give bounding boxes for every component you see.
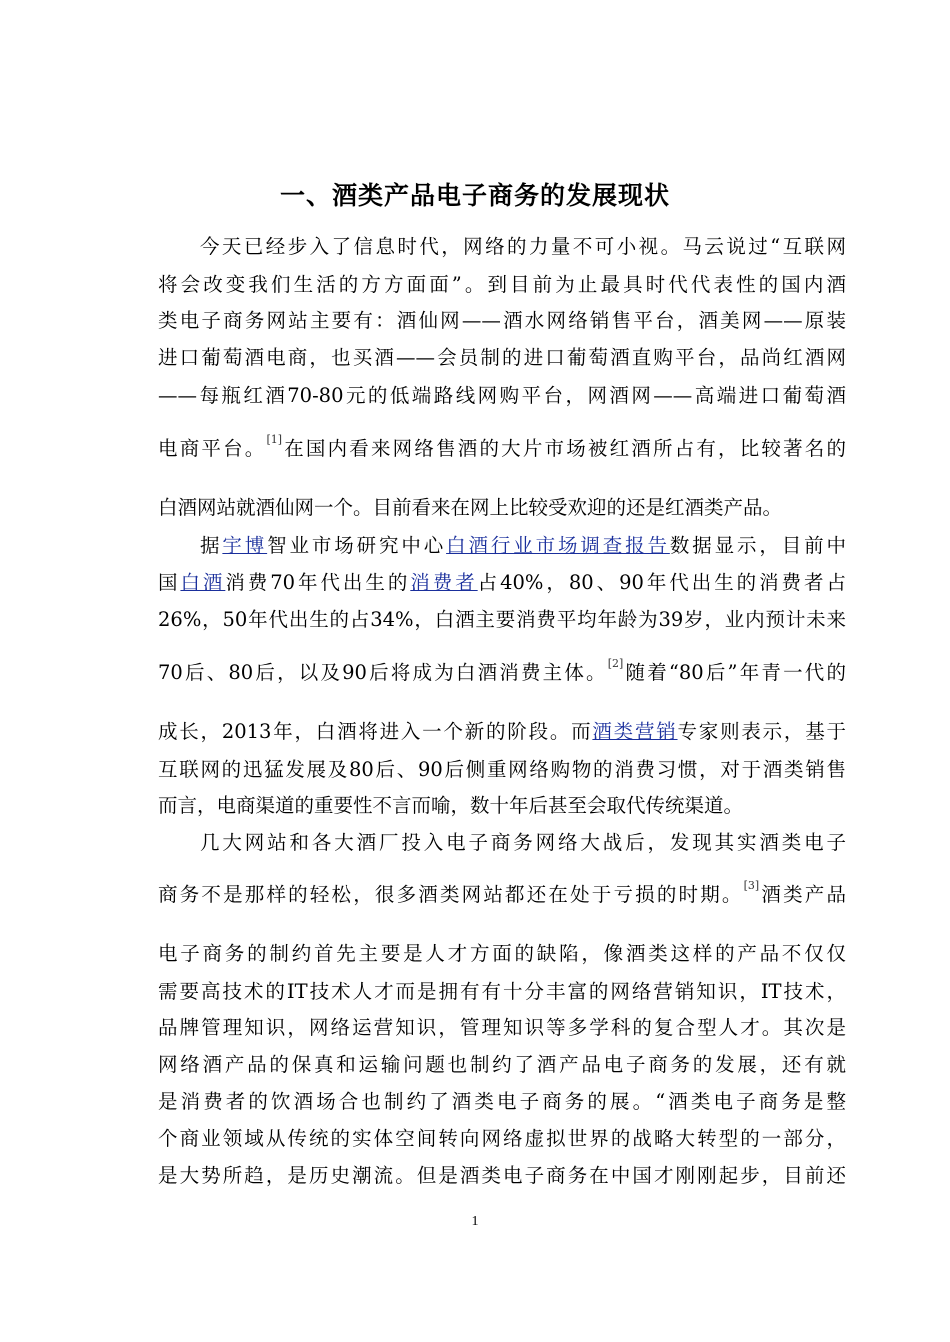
text-run: 占40%，80、90年代出生的消费者占 xyxy=(477,571,846,594)
paragraph-line: 类电子商务网站主要有：酒仙网——酒水网络销售平台，酒美网——原装 xyxy=(158,309,846,332)
text-run: 电商平台。 xyxy=(158,437,267,460)
paragraph-line: 是大势所趋，是历史潮流。但是酒类电子商务在中国才刚刚起步，目前还 xyxy=(158,1164,846,1187)
link-yubo[interactable]: 宇博 xyxy=(222,534,268,557)
citation-marker[interactable]: [1] xyxy=(266,433,283,446)
paragraph-line: 是消费者的饮酒场合也制约了酒类电子商务的展。“酒类电子商务是整 xyxy=(158,1090,846,1113)
text-run: 随着“80后”年青一代的 xyxy=(623,661,846,684)
paragraph-line: 进口葡萄酒电商，也买酒——会员制的进口葡萄酒直购平台，品尚红酒网 xyxy=(158,346,846,369)
paragraph-line: 而言，电商渠道的重要性不言而喻，数十年后甚至会取代传统渠道。 xyxy=(158,794,744,817)
section-title: 一、酒类产品电子商务的发展现状 xyxy=(279,181,670,210)
link-liquor-marketing[interactable]: 酒类营销 xyxy=(592,720,678,743)
link-consumer[interactable]: 消费者 xyxy=(410,571,478,594)
paragraph-line: 几大网站和各大酒厂投入电子商务网络大战后，发现其实酒类电子 xyxy=(200,831,846,854)
text-run: 智业市场研究中心 xyxy=(267,534,447,557)
page-number: 1 xyxy=(471,1214,479,1229)
paragraph-line xyxy=(158,569,846,597)
paragraph-line: 将会改变我们生活的方方面面”。到目前为止最具时代代表性的国内酒 xyxy=(158,273,846,296)
text-run: 国 xyxy=(158,571,181,594)
paragraph-line: 白酒网站就酒仙网一个。目前看来在网上比较受欢迎的还是红酒类产品。 xyxy=(158,496,783,519)
paragraph-line: 今天已经步入了信息时代，网络的力量不可小视。马云说过“互联网 xyxy=(200,235,846,258)
citation-marker[interactable]: [2] xyxy=(607,657,624,670)
paragraph-line xyxy=(158,881,846,909)
text-run: 商务不是那样的轻松，很多酒类网站都还在处于亏损的时期。 xyxy=(158,883,744,906)
paragraph-line: 需要高技术的IT技术人才而是拥有有十分丰富的网络营销知识，IT技术， xyxy=(158,980,846,1003)
text-run: 酒类产品 xyxy=(759,883,846,906)
text-run: 数据显示，目前中 xyxy=(669,534,846,557)
text-run: 成长，2013年，白酒将进入一个新的阶段。而 xyxy=(158,720,593,743)
text-run: 在国内看来网络售酒的大片市场被红酒所占有，比较著名的 xyxy=(282,437,846,460)
paragraph-line xyxy=(158,659,846,687)
text-run: 据 xyxy=(200,534,223,557)
paragraph-line: 26%，50年代出生的占34%，白酒主要消费平均年龄为39岁，业内预计未来 xyxy=(158,608,846,631)
citation-marker[interactable]: [3] xyxy=(743,879,760,892)
link-baijiu-report[interactable]: 白酒行业市场调查报告 xyxy=(446,534,670,557)
paragraph-line: 个商业领域从传统的实体空间转向网络虚拟世界的战略大转型的一部分， xyxy=(158,1127,846,1150)
text-run: 消费70年代出生的 xyxy=(225,571,411,594)
text-run: 专家则表示，基于 xyxy=(677,720,846,743)
link-baijiu[interactable]: 白酒 xyxy=(180,571,226,594)
paragraph-line: 互联网的迅猛发展及80后、90后侧重网络购物的消费习惯，对于酒类销售 xyxy=(158,758,846,781)
paragraph-line: 品牌管理知识，网络运营知识，管理知识等多学科的复合型人才。其次是 xyxy=(158,1016,846,1039)
text-run: 70后、80后，以及90后将成为白酒消费主体。 xyxy=(158,661,608,684)
paragraph-line: 电子商务的制约首先主要是人才方面的缺陷，像酒类这样的产品不仅仅 xyxy=(158,942,846,965)
paragraph-line: ——每瓶红酒70-80元的低端路线网购平台，网酒网——高端进口葡萄酒 xyxy=(158,384,846,407)
paragraph-line xyxy=(158,718,846,746)
paragraph-line: 网络酒产品的保真和运输问题也制约了酒产品电子商务的发展，还有就 xyxy=(158,1053,846,1076)
paragraph-line xyxy=(200,532,846,560)
paragraph-line xyxy=(158,435,846,463)
